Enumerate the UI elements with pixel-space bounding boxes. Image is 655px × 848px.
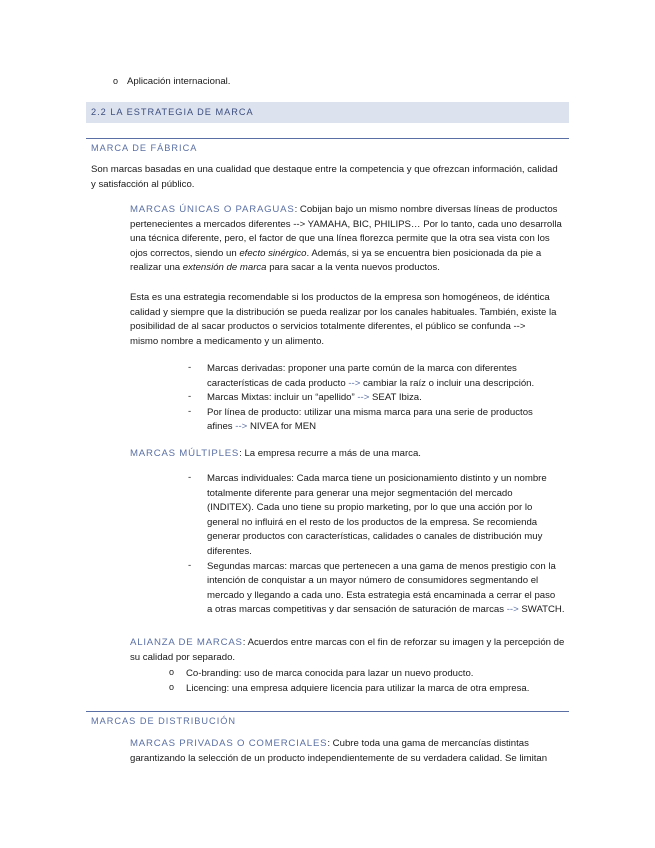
text: cambiar la raíz o incluir una descripción. [360, 377, 535, 389]
marcas-privadas-paragraph [130, 737, 547, 766]
text-line: Marcas derivadas: proponer una parte común de la marca con diferentes [207, 363, 517, 374]
text: Marcas Mixtas: incluir un “apellido” [207, 392, 358, 404]
bullet-marker: o [169, 681, 175, 692]
text-line: Por línea de producto: utilizar una misma marca para una serie de productos [207, 406, 533, 418]
marcas-unicas-paragraph [130, 203, 562, 276]
list-item [113, 76, 231, 87]
term-label: MARCAS ÚNICAS O PARAGUAS [130, 204, 295, 215]
term-label: MARCAS MÚLTIPLES [130, 448, 240, 459]
text-line: Segundas marcas: marcas que pertenecen a una gama de menos prestigio con la [207, 560, 556, 572]
estrategia-paragraph [130, 291, 556, 349]
term-label: ALIANZA DE MARCAS [130, 637, 243, 648]
alianza-list [169, 667, 530, 696]
bullet-marker: o [169, 667, 175, 677]
dash-marker: - [188, 362, 192, 373]
text-line: mismo nombre a medicamento y un alimento. [130, 335, 325, 347]
arrow: --> [293, 218, 306, 230]
text-line: Marcas individuales: Cada marca tiene un posicionamiento distinto y un nombre [207, 473, 547, 484]
text: pertenecientes a mercados diferentes [130, 218, 294, 230]
text: NIVEA for MEN [247, 421, 317, 433]
term-label: MARCAS PRIVADAS O COMERCIALES [130, 738, 328, 749]
arrow: --> [357, 392, 370, 404]
text-line [207, 391, 534, 406]
text: posibilidad de al sacar productos o servicios totalmente diferentes, el público se confunda [130, 321, 514, 333]
text-line: Co-branding: uso de marca conocida para lazar un nuevo producto. [186, 668, 474, 679]
section-title: 2.2 LA ESTRATEGIA DE MARCA [91, 107, 254, 117]
text: : Acuerdos entre marcas con el fin de reforzar su imagen y la percepción de [242, 637, 565, 648]
arrow: --> [348, 377, 361, 389]
list-item [188, 391, 534, 406]
text-line: Esta es una estrategia recomendable si los productos de la empresa son homogéneos, de idéntica [130, 292, 550, 303]
marcas-multiples-paragraph [130, 447, 421, 462]
text-line: intención de conquistar a un mayor número de consumidores segmentando el [207, 575, 539, 587]
text: a otras marcas competitivas y dar sensación de saturación de marcas [207, 604, 507, 616]
list-item [169, 681, 530, 697]
text: YAMAHA, BIC, PHILIPS… Por lo tanto, cada uno desarrolla [305, 218, 562, 230]
multiples-list [188, 472, 565, 618]
arrow: --> [235, 421, 248, 433]
text-line [130, 737, 547, 752]
text-line: calidad y siempre que la distribución se pueda realizar por los canales habituales. También, existe la [130, 306, 557, 318]
dash-marker: - [188, 472, 192, 483]
text: realizar una [130, 262, 183, 274]
text-line [130, 218, 562, 233]
emphasis: efecto sinérgico [239, 247, 307, 259]
text: : Cubre toda una gama de mercancías distintas [327, 738, 529, 749]
text-line [207, 603, 565, 618]
text: afines [207, 421, 236, 433]
text-line [130, 447, 421, 462]
derivadas-list [188, 362, 535, 435]
heading-rule [86, 138, 569, 139]
intro-paragraph [91, 163, 558, 192]
arrow: --> [513, 321, 526, 333]
list-item-text: Aplicación internacional. [127, 76, 231, 87]
text-line: diferentes. [207, 545, 252, 557]
dash-marker: - [188, 559, 192, 571]
list-item [188, 405, 534, 435]
text-line: una técnica diferente, pero, el factor de que una línea florezca permite que la otra sea vista con los [130, 233, 550, 245]
text: ojos correctos, siendo un [130, 247, 240, 259]
heading-rule [86, 711, 569, 712]
alianza-paragraph [130, 636, 564, 665]
text-line [130, 247, 562, 262]
list-item [169, 667, 529, 682]
text-line [130, 203, 562, 218]
text-line [207, 420, 534, 435]
text-line: (INDITEX). Cada uno tiene su propio marketing, por lo que una acción por lo [207, 502, 533, 514]
text-line [130, 261, 562, 276]
text: características de cada producto [207, 377, 349, 389]
emphasis: extensión de marca [182, 262, 267, 274]
list-item [188, 559, 565, 618]
section-heading-bar [86, 102, 569, 123]
text-line: general no influirá en el resto de los productos de la empresa. Se recomienda [207, 516, 538, 528]
text: : Cobijan bajo un mismo nombre diversas líneas de productos [294, 204, 558, 215]
text: SEAT Ibiza. [369, 392, 422, 404]
text-line: garantizando la selección de un producto independientemente de su verdadera calidad. Se limitan [130, 752, 548, 764]
text: : La empresa recurre a más de una marca. [239, 448, 421, 459]
text-line: totalmente diferente para generar una mejor segmentación del mercado [207, 487, 513, 499]
text-line: Licencing: una empresa adquiere licencia para utilizar la marca de otra empresa. [186, 682, 530, 694]
dash-marker: - [188, 405, 192, 417]
subheading-marcas-distribucion: MARCAS DE DISTRIBUCIÓN [91, 716, 237, 726]
text-line: Son marcas basadas en una cualidad que destaque entre la competencia y que ofrezcan información, calidad [91, 164, 558, 175]
text-line [207, 377, 534, 392]
text: para sacar a la venta nuevos productos. [266, 262, 440, 274]
bullet-marker: o [113, 76, 119, 86]
list-item [188, 472, 565, 560]
text-line [130, 636, 564, 651]
text-line: su calidad por separado. [130, 651, 236, 663]
dash-marker: - [188, 391, 192, 403]
text-line: y satisfacción al público. [91, 178, 195, 190]
arrow: --> [506, 604, 519, 616]
text-line: mercado y llegando a cada uno. Esta estrategia está encaminada a cerrar el paso [207, 589, 556, 601]
text: . Además, si ya se encuentra bien posicionada da pie a [306, 247, 542, 259]
subheading-marca-fabrica: MARCA DE FÁBRICA [91, 143, 198, 153]
text: SWATCH. [518, 604, 565, 616]
text-line: generar productos con características, calidades o canales de distribución muy [207, 531, 543, 543]
list-item [188, 362, 535, 391]
text-line [130, 320, 556, 335]
